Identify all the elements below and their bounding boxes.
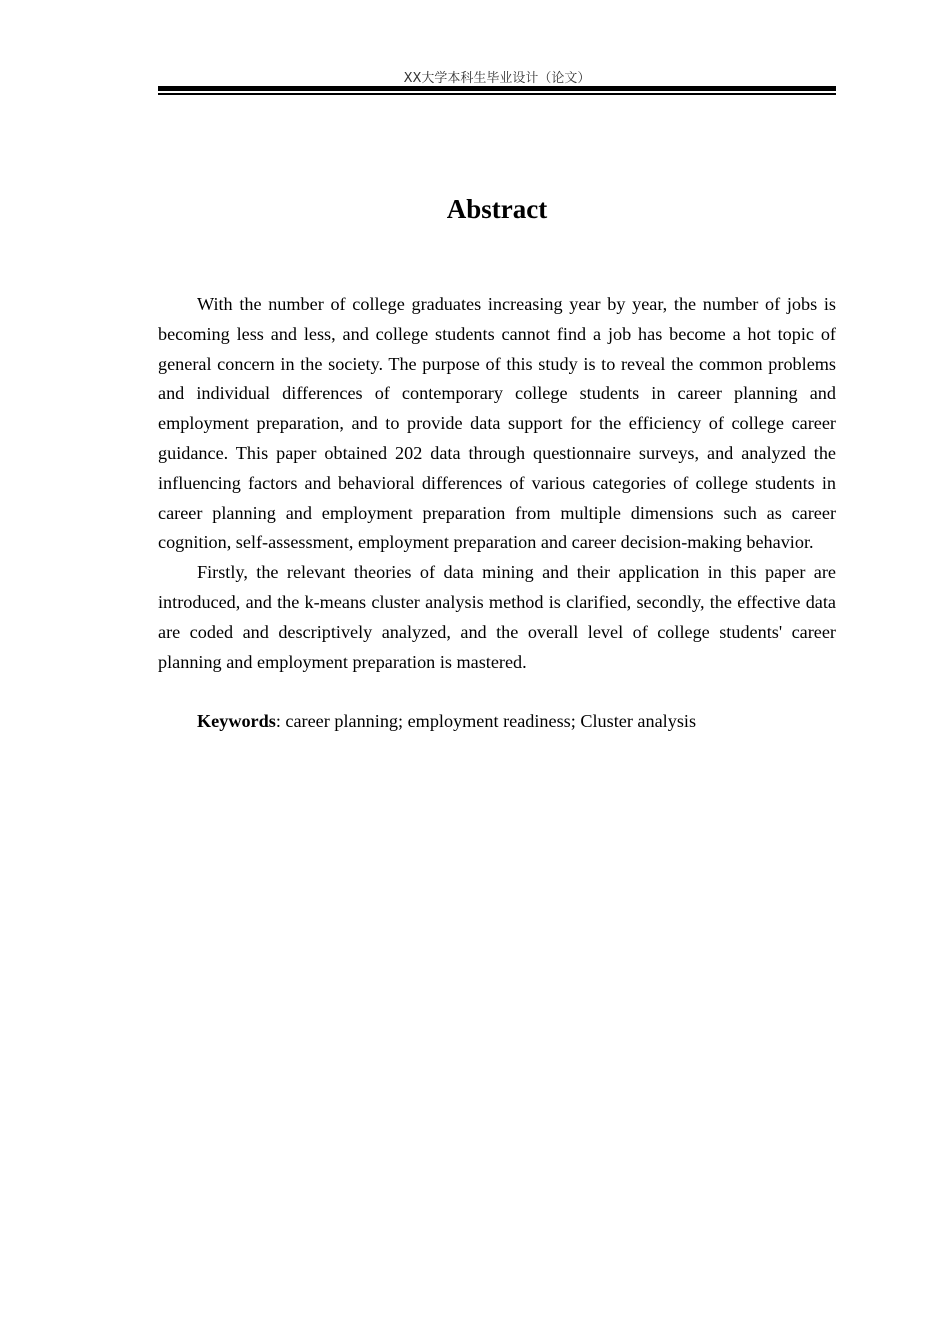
abstract-body xyxy=(158,290,836,737)
header-thick-rule xyxy=(158,86,836,91)
running-header: XX大学本科生毕业设计（论文） xyxy=(403,71,591,86)
page-title: Abstract xyxy=(446,194,548,224)
header-thin-rule xyxy=(158,93,836,95)
keywords-label: Keywords xyxy=(197,711,276,732)
keywords-text: : career planning; employment readiness; Cluster analysis xyxy=(275,711,697,732)
abstract-paragraph: With the number of college graduates increasing year by year, the number of jobs is becoming less and less, and college students cannot find a job has become a hot topic of general concern in the society. The purpose of this study is to reveal the common problems and individual differences of contemporary college students in career planning and employment preparation, and to provide data support for the efficiency of college career guidance. This paper obtained 202 data through questionnaire surveys, and analyzed the influencing factors and behavioral differences of various categories of college students in career planning and employment preparation from multiple dimensions such as career cognition, self-assessment, employment preparation and career decision-making behavior. xyxy=(158,294,836,553)
abstract-paragraph: Firstly, the relevant theories of data mining and their application in this paper are introduced, and the k-means cluster analysis method is clarified, secondly, the effective data are coded and descriptively analyzed, and the overall level of college students' career planning and employment preparation is mastered. xyxy=(158,562,836,672)
keywords-line xyxy=(158,707,836,737)
